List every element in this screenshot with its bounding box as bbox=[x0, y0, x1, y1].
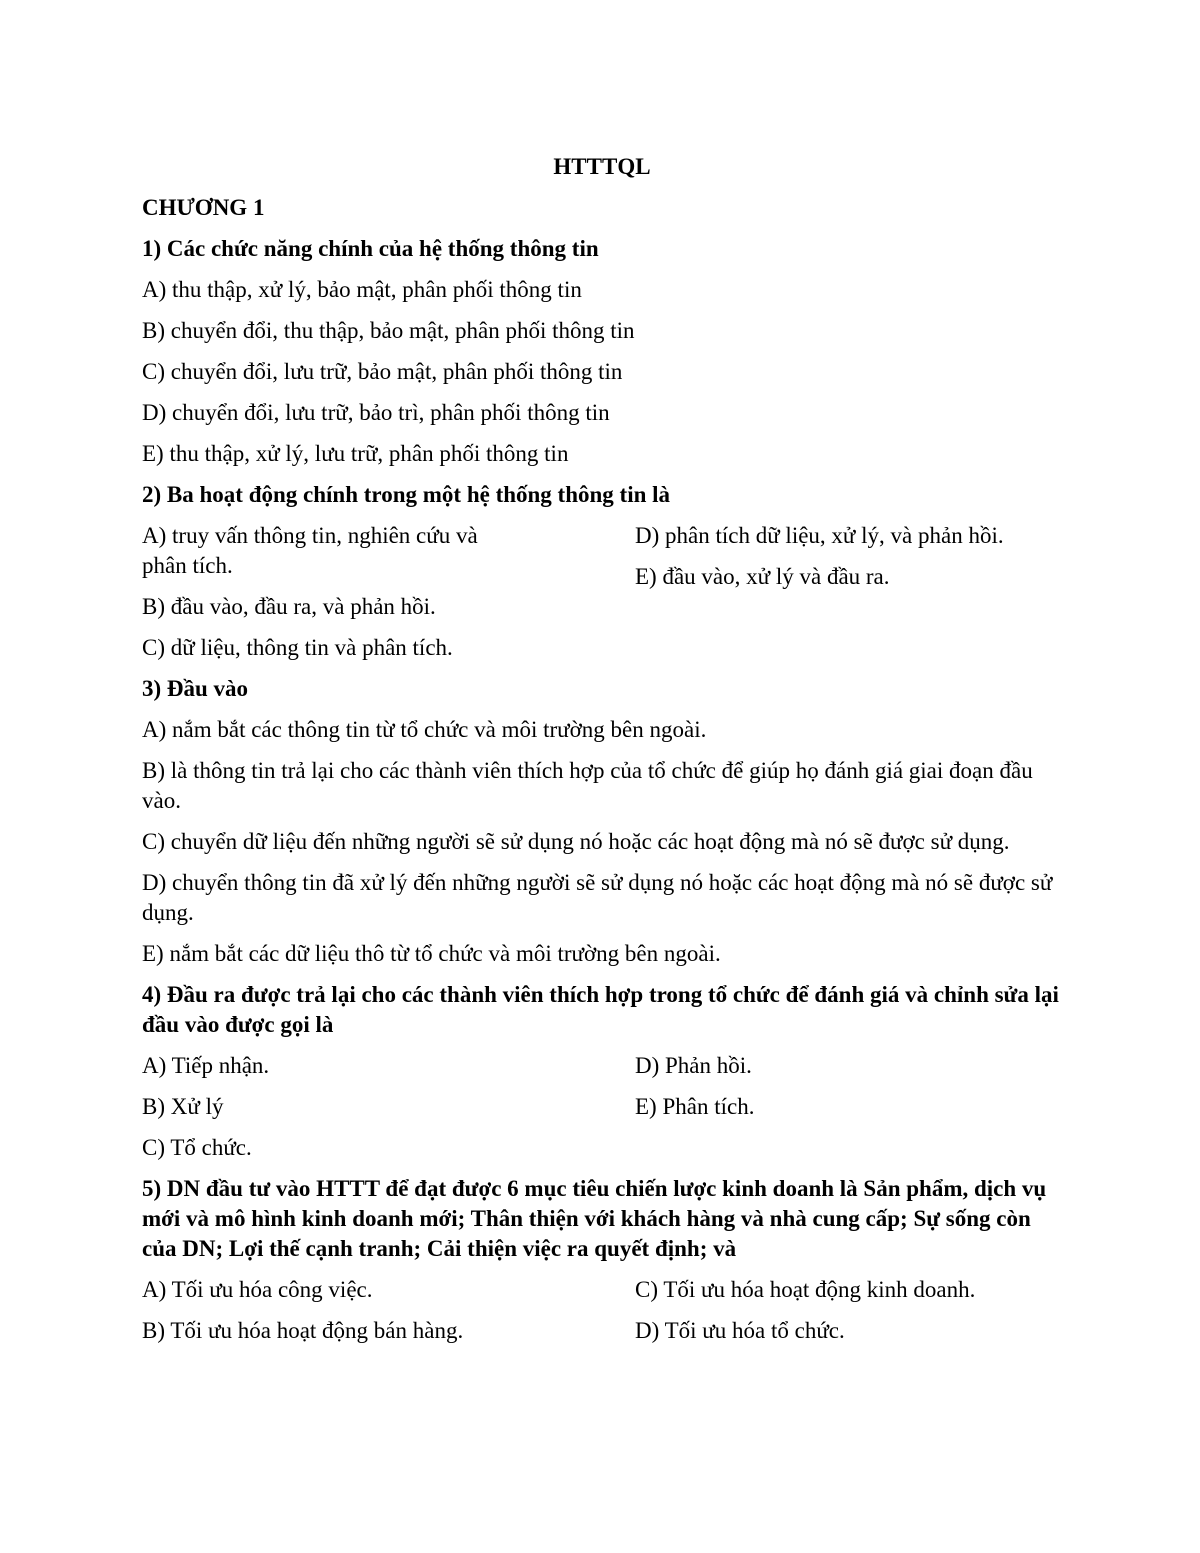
answer-option: E) đầu vào, xử lý và đầu ra. bbox=[635, 564, 890, 589]
answer-option: C) chuyển dữ liệu đến những người sẽ sử dụng nó hoặc các hoạt động mà nó sẽ được sử dụng. bbox=[142, 829, 1010, 854]
answer-option: A) Tiếp nhận. bbox=[142, 1053, 270, 1078]
answer-option: A) truy vấn thông tin, nghiên cứu và phân tích. bbox=[142, 523, 478, 578]
answer-option: A) nắm bắt các thông tin từ tổ chức và môi trường bên ngoài. bbox=[142, 717, 707, 742]
answer-option: E) nắm bắt các dữ liệu thô từ tổ chức và môi trường bên ngoài. bbox=[142, 941, 721, 966]
answer-option: B) chuyển đổi, thu thập, bảo mật, phân phối thông tin bbox=[142, 318, 635, 343]
answer-option: D) Tối ưu hóa tổ chức. bbox=[635, 1318, 845, 1343]
answer-option: C) dữ liệu, thông tin và phân tích. bbox=[142, 635, 453, 660]
question-block-5 bbox=[142, 1174, 1062, 1357]
answer-option: D) Phản hồi. bbox=[635, 1053, 752, 1078]
answer-column-left bbox=[142, 1051, 522, 1174]
question-text: 1) Các chức năng chính của hệ thống thông tin bbox=[142, 236, 599, 261]
document-page bbox=[142, 152, 1062, 1357]
answer-column-right bbox=[635, 521, 1062, 674]
answer-column-left bbox=[142, 521, 522, 674]
question-text: 3) Đầu vào bbox=[142, 676, 249, 701]
answer-option: C) Tổ chức. bbox=[142, 1135, 252, 1160]
answer-option: B) Xử lý bbox=[142, 1094, 224, 1119]
answer-option: A) thu thập, xử lý, bảo mật, phân phối thông tin bbox=[142, 277, 582, 302]
answer-option: E) thu thập, xử lý, lưu trữ, phân phối thông tin bbox=[142, 441, 569, 466]
chapter-heading: CHƯƠNG 1 bbox=[142, 195, 265, 220]
answer-columns bbox=[142, 521, 1062, 674]
question-block-3 bbox=[142, 674, 1062, 969]
answer-column-right bbox=[635, 1275, 1062, 1357]
answer-option: C) chuyển đổi, lưu trữ, bảo mật, phân phối thông tin bbox=[142, 359, 623, 384]
answer-option: B) là thông tin trả lại cho các thành viên thích hợp của tổ chức để giúp họ đánh giá giai đoạn đầu vào. bbox=[142, 758, 1033, 813]
answer-option: A) Tối ưu hóa công việc. bbox=[142, 1277, 373, 1302]
question-text: 4) Đầu ra được trả lại cho các thành viên thích hợp trong tổ chức để đánh giá và chỉnh sửa lại đầu vào được gọi là bbox=[142, 982, 1059, 1037]
answer-option: E) Phân tích. bbox=[635, 1094, 755, 1119]
answer-columns bbox=[142, 1275, 1062, 1357]
question-text: 5) DN đầu tư vào HTTT để đạt được 6 mục tiêu chiến lược kinh doanh là Sản phẩm, dịch vụ mới và mô hình kinh doanh mới; Thân thiện với khách hàng và nhà cung cấp; Sự sống còn của DN; Lợi thế cạnh tranh; Cải thiện việc ra quyết định; và bbox=[142, 1176, 1047, 1261]
answer-option: D) phân tích dữ liệu, xử lý, và phản hồi. bbox=[635, 523, 1004, 548]
document-title: HTTTQL bbox=[553, 154, 651, 179]
question-text: 2) Ba hoạt động chính trong một hệ thống thông tin là bbox=[142, 482, 671, 507]
question-block-2 bbox=[142, 480, 1062, 674]
question-block-4 bbox=[142, 980, 1062, 1174]
answer-option: D) chuyển thông tin đã xử lý đến những người sẽ sử dụng nó hoặc các hoạt động mà nó sẽ được sử dụng. bbox=[142, 870, 1053, 925]
question-block-1 bbox=[142, 234, 1062, 469]
answer-column-left bbox=[142, 1275, 522, 1357]
answer-option: C) Tối ưu hóa hoạt động kinh doanh. bbox=[635, 1277, 976, 1302]
answer-option: B) Tối ưu hóa hoạt động bán hàng. bbox=[142, 1318, 464, 1343]
answer-columns bbox=[142, 1051, 1062, 1174]
answer-column-right bbox=[635, 1051, 1062, 1174]
answer-option: D) chuyển đổi, lưu trữ, bảo trì, phân phối thông tin bbox=[142, 400, 610, 425]
answer-option: B) đầu vào, đầu ra, và phản hồi. bbox=[142, 594, 436, 619]
